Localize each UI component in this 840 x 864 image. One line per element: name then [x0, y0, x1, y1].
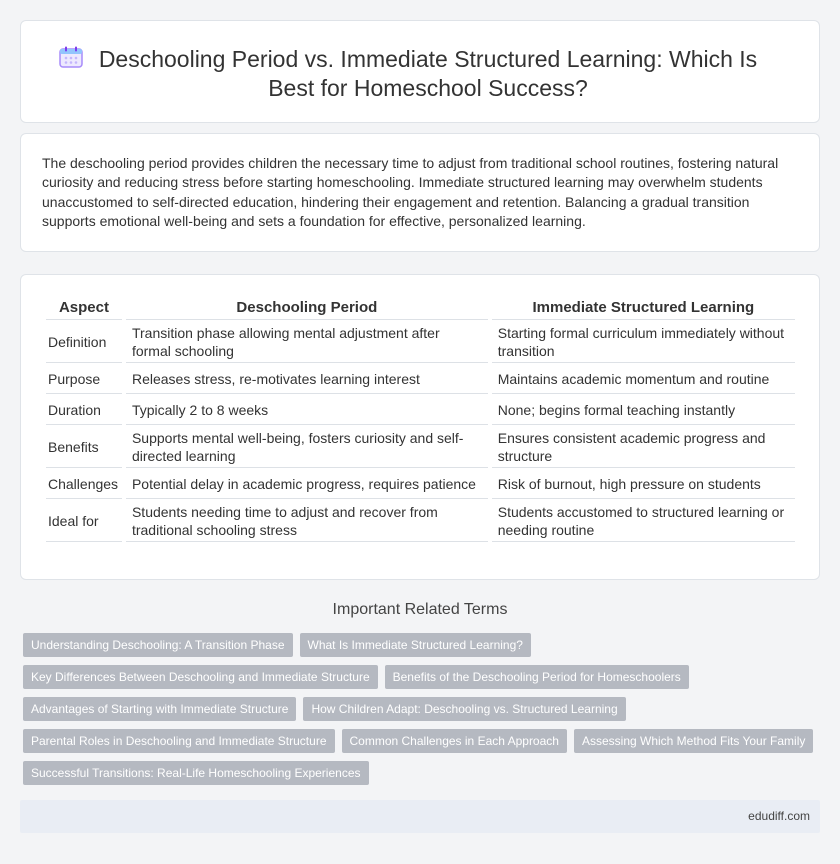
row-deschooling: Typically 2 to 8 weeks [126, 394, 488, 425]
table-row [46, 320, 795, 363]
row-deschooling: Students needing time to adjust and recover from traditional schooling stress [126, 499, 488, 542]
page-title: Deschooling Period vs. Immediate Structured Learning: Which Is Best for Homeschool Success? [98, 46, 758, 101]
related-term-tag[interactable]: Parental Roles in Deschooling and Immediate Structure [23, 729, 335, 753]
row-aspect: Challenges [46, 468, 122, 499]
row-structured: Ensures consistent academic progress and structure [492, 425, 795, 468]
table-row [46, 394, 795, 425]
row-aspect: Definition [46, 320, 122, 363]
related-term-tag[interactable]: Advantages of Starting with Immediate Structure [23, 697, 296, 721]
row-structured: Students accustomed to structured learning or needing routine [492, 499, 795, 542]
related-term-tag[interactable]: Key Differences Between Deschooling and Immediate Structure [23, 665, 378, 689]
row-deschooling: Releases stress, re-motivates learning interest [126, 363, 488, 394]
header-aspect: Aspect [46, 295, 122, 320]
row-deschooling: Supports mental well-being, fosters curiosity and self-directed learning [126, 425, 488, 468]
row-aspect: Purpose [46, 363, 122, 394]
row-structured: Starting formal curriculum immediately without transition [492, 320, 795, 363]
table-header-row [46, 295, 795, 320]
row-deschooling: Transition phase allowing mental adjustment after formal schooling [126, 320, 488, 363]
comparison-table [42, 295, 799, 542]
related-term-tag[interactable]: What Is Immediate Structured Learning? [300, 633, 531, 657]
row-structured: Maintains academic momentum and routine [492, 363, 795, 394]
comparison-card [20, 274, 820, 580]
footer [20, 800, 820, 833]
table-row [46, 499, 795, 542]
related-term-tag[interactable]: Benefits of the Deschooling Period for Homeschoolers [385, 665, 689, 689]
row-structured: Risk of burnout, high pressure on students [492, 468, 795, 499]
row-aspect: Duration [46, 394, 122, 425]
intro-paragraph: The deschooling period provides children the necessary time to adjust from traditional school routines, fostering natural curiosity and reducing stress before starting homeschooling. Immediate structured learning may overwhelm students unaccustomed to self-directed education, hindering their engagement and retention. Balancing a gradual transition supports emotional well-being and sets a foundation for effective, personalized learning. [42, 155, 779, 230]
table-row [46, 363, 795, 394]
related-term-tag[interactable]: How Children Adapt: Deschooling vs. Structured Learning [303, 697, 625, 721]
related-terms-list [23, 633, 823, 793]
header-structured: Immediate Structured Learning [492, 295, 795, 320]
row-aspect: Ideal for [46, 499, 122, 542]
header-deschooling: Deschooling Period [126, 295, 488, 320]
related-term-tag[interactable]: Assessing Which Method Fits Your Family [574, 729, 813, 753]
table-row [46, 468, 795, 499]
table-row [46, 425, 795, 468]
row-aspect: Benefits [46, 425, 122, 468]
row-structured: None; begins formal teaching instantly [492, 394, 795, 425]
row-deschooling: Potential delay in academic progress, requires patience [126, 468, 488, 499]
title-card [20, 20, 820, 123]
intro-card [20, 133, 820, 252]
related-term-tag[interactable]: Successful Transitions: Real-Life Homeschooling Experiences [23, 761, 369, 785]
related-term-tag[interactable]: Understanding Deschooling: A Transition Phase [23, 633, 293, 657]
footer-site-link[interactable]: edudiff.com [748, 809, 810, 823]
related-terms-heading: Important Related Terms [332, 601, 508, 618]
related-term-tag[interactable]: Common Challenges in Each Approach [342, 729, 567, 753]
